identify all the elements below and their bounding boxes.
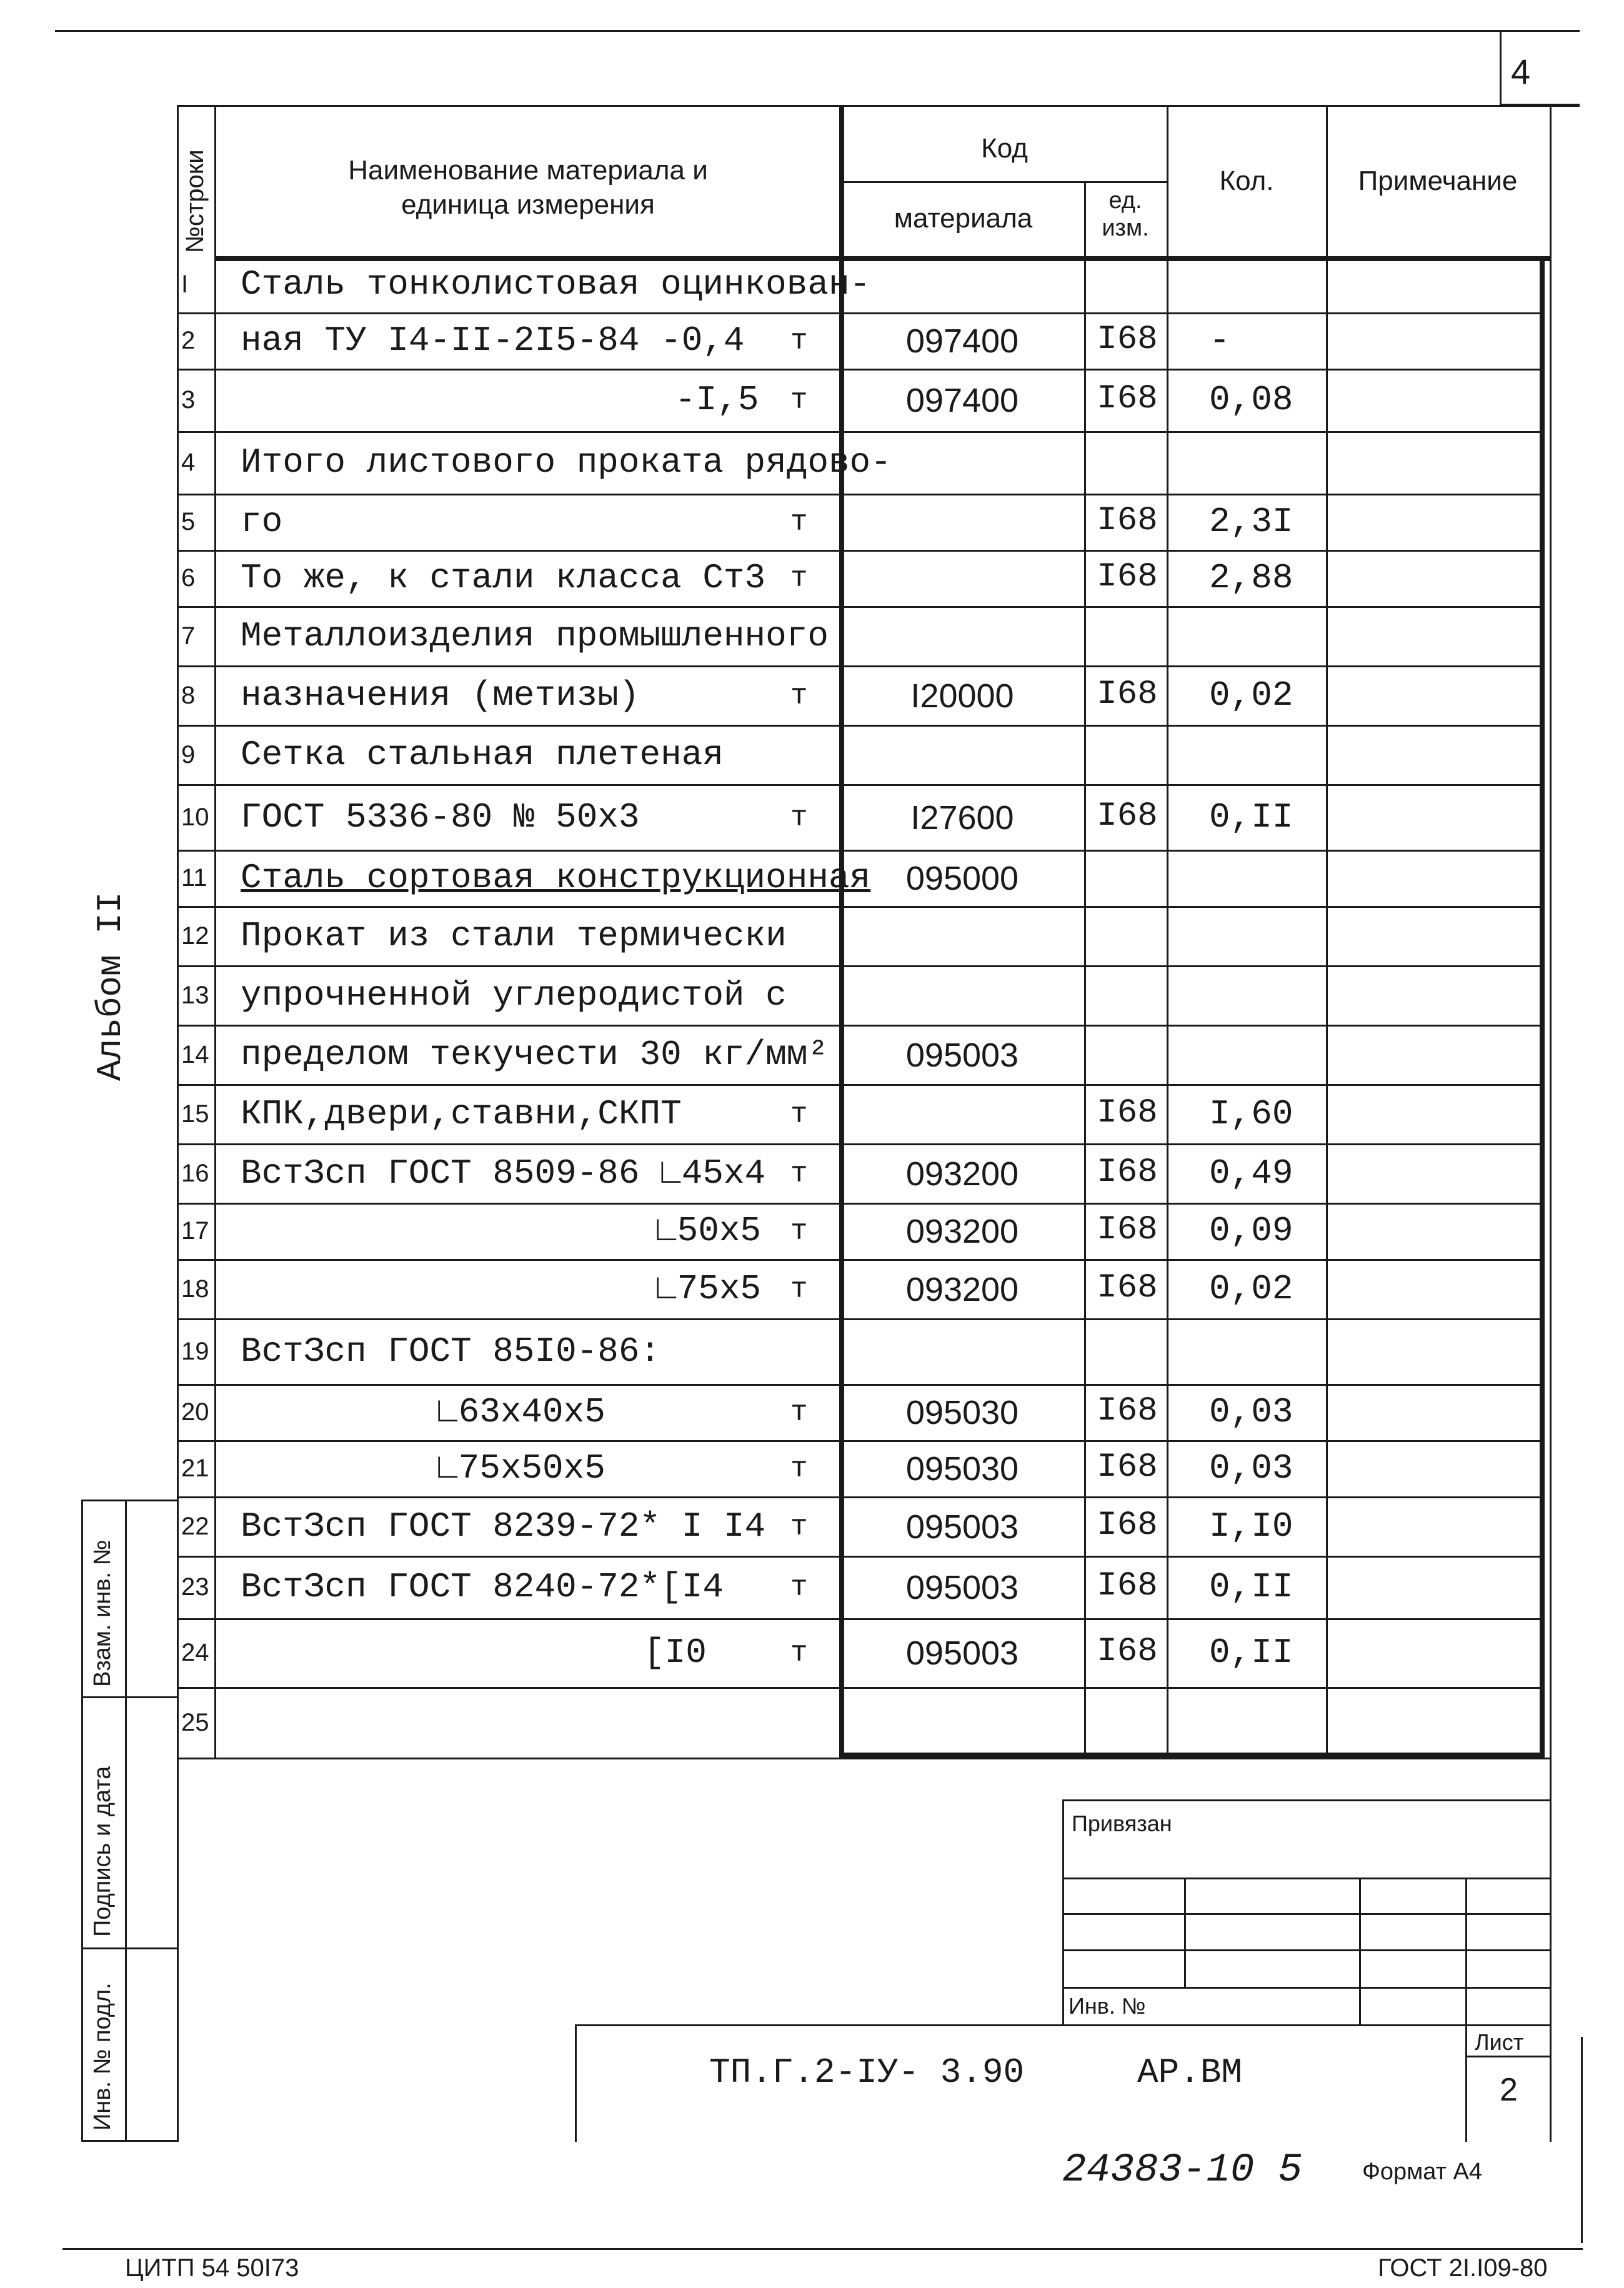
row-number: 16 xyxy=(181,1159,209,1187)
row-separator xyxy=(177,1384,1542,1386)
row-unit: т xyxy=(790,1215,808,1248)
row-unit: т xyxy=(790,679,808,712)
side-box-sep2 xyxy=(81,1947,177,1949)
row-quantity: 0,II xyxy=(1209,797,1293,837)
side-box-bottom xyxy=(81,2140,177,2142)
row-quantity: - xyxy=(1209,321,1230,361)
row-name: Прокат из стали термически xyxy=(241,915,787,956)
row-name: ∟75х5 xyxy=(656,1268,762,1309)
row-number: 19 xyxy=(181,1337,209,1365)
stamp-inv-no: Инв. № xyxy=(1069,1993,1146,2019)
row-separator xyxy=(177,1496,1542,1498)
side-vzam-inv: Взам. инв. № xyxy=(89,1539,116,1687)
row-separator xyxy=(177,1618,1542,1620)
stamp-grid-v2 xyxy=(1359,1878,1361,2024)
stamp-main-top xyxy=(575,2024,1552,2026)
stamp-doc-code: ТП.Г.2-IУ- 3.90 xyxy=(709,2052,1025,2092)
row-unit: т xyxy=(790,1098,808,1131)
row-separator xyxy=(177,1203,1542,1205)
row-separator xyxy=(177,1084,1542,1086)
stamp-privyazan-left xyxy=(1062,1799,1064,2024)
header-code-split xyxy=(839,181,1167,183)
row-number: 18 xyxy=(181,1275,209,1303)
row-unit-code: I68 xyxy=(1097,1153,1158,1191)
row-number: 11 xyxy=(181,864,207,892)
header-name-line2: единица измерения xyxy=(401,189,655,220)
row-unit-code: I68 xyxy=(1097,1268,1158,1307)
row-number: I xyxy=(181,271,189,298)
row-unit-code: I68 xyxy=(1097,1633,1158,1671)
row-name: упрочненной углеродистой с xyxy=(241,975,787,1015)
row-material-code: 095000 xyxy=(905,860,1019,897)
stamp-grid-v1 xyxy=(1184,1878,1186,1987)
row-separator xyxy=(177,550,1542,552)
header-qty: Кол. xyxy=(1219,166,1274,196)
row-number: 25 xyxy=(181,1708,209,1736)
row-material-code: 095003 xyxy=(905,1508,1019,1546)
header-bottom xyxy=(214,256,1550,261)
row-quantity: I,I0 xyxy=(1209,1506,1293,1546)
row-material-code: 095030 xyxy=(905,1450,1019,1488)
row-unit-code: I68 xyxy=(1097,1506,1158,1544)
row-unit-code: I68 xyxy=(1097,1093,1158,1132)
row-number: 8 xyxy=(181,681,196,709)
row-name: ВстЗсп ГОСТ 8240-72*[I4 xyxy=(241,1567,724,1607)
row-number: 23 xyxy=(181,1573,209,1601)
page-number-divider xyxy=(1500,30,1502,105)
side-box-top xyxy=(81,1500,177,1501)
footer-rule xyxy=(62,2248,1583,2250)
row-number: 12 xyxy=(181,922,209,950)
table-top-border xyxy=(177,105,1552,107)
row-name: ∟63х40х5 xyxy=(437,1392,605,1432)
row-unit: т xyxy=(790,1510,808,1543)
row-material-code: 095003 xyxy=(905,1634,1019,1672)
row-separator xyxy=(177,494,1542,495)
stamp-grid-h3 xyxy=(1062,1949,1552,1951)
row-number: 10 xyxy=(181,803,209,831)
row-name: Сталь тонколистовая оцинкован- xyxy=(241,264,871,304)
col-sep-qty xyxy=(1326,105,1328,1758)
row-unit-code: I68 xyxy=(1097,1392,1158,1430)
table-left-border xyxy=(177,105,179,2142)
row-material-code: 093200 xyxy=(905,1270,1019,1308)
row-material-code: 097400 xyxy=(905,382,1019,419)
row-separator xyxy=(177,1025,1542,1027)
row-unit-code: I68 xyxy=(1097,797,1158,835)
row-material-code: I27600 xyxy=(910,798,1014,837)
row-material-code: 093200 xyxy=(905,1155,1019,1193)
row-name: Сетка стальная плетеная xyxy=(241,734,724,775)
row-quantity: I,60 xyxy=(1209,1093,1293,1134)
row-unit-code: I68 xyxy=(1097,1211,1158,1249)
row-unit-code: I68 xyxy=(1097,675,1158,714)
row-unit: т xyxy=(790,1637,808,1669)
row-unit: т xyxy=(790,384,808,417)
row-unit: т xyxy=(790,1273,808,1306)
row-separator xyxy=(177,1318,1542,1320)
table-bottom-thick xyxy=(839,1753,1545,1758)
top-rule xyxy=(55,30,1580,32)
side-box-mid xyxy=(125,1500,127,2142)
row-unit: т xyxy=(790,562,808,595)
row-separator xyxy=(177,725,1542,727)
row-name: ВстЗсп ГОСТ 8509-86 ∟45х4 xyxy=(241,1153,766,1193)
side-podpis-data: Подпись и дата xyxy=(89,1766,116,1937)
row-separator xyxy=(177,1259,1542,1261)
side-box-sep1 xyxy=(81,1696,177,1698)
row-material-code: 095003 xyxy=(905,1569,1019,1606)
row-unit: т xyxy=(790,325,808,357)
row-name: го xyxy=(241,502,283,542)
row-separator xyxy=(177,784,1542,786)
footer-left: ЦИТП 54 50I73 xyxy=(125,2254,299,2282)
header-name-line1: Наименование материала и xyxy=(348,155,708,186)
stamp-list-left xyxy=(1465,2024,1467,2142)
row-name: ГОСТ 5336-80 № 50х3 xyxy=(241,797,640,837)
right-margin-line xyxy=(1581,2037,1583,2243)
row-name: пределом текучести 30 кг/мм² xyxy=(241,1034,829,1075)
row-material-code: I20000 xyxy=(910,677,1014,715)
row-separator xyxy=(177,1440,1542,1442)
row-name: -I,5 xyxy=(675,380,759,420)
row-unit: т xyxy=(790,1157,808,1190)
stamp-privyazan-top xyxy=(1062,1799,1552,1801)
row-name: ВстЗсп ГОСТ 85I0-86: xyxy=(241,1331,661,1371)
table-right-border xyxy=(1550,105,1552,2142)
stamp-grid-v3 xyxy=(1465,1878,1467,2024)
row-name: Итого листового проката рядово- xyxy=(241,442,892,482)
row-name: ∟50х5 xyxy=(656,1211,762,1251)
row-separator xyxy=(177,965,1542,967)
header-material: материала xyxy=(894,203,1033,234)
row-unit: т xyxy=(790,1453,808,1485)
row-number: 20 xyxy=(181,1398,209,1426)
header-row-no: №строки xyxy=(181,149,209,253)
album-label: Альбом II xyxy=(91,892,131,1081)
format-label: Формат А4 xyxy=(1362,2159,1483,2185)
stamp-list-no: 2 xyxy=(1500,2072,1518,2108)
row-name: [I0 xyxy=(644,1633,707,1673)
row-quantity: 0,II xyxy=(1209,1567,1293,1607)
row-name: То же, к стали класса Ст3 xyxy=(241,558,766,598)
row-quantity: 0,03 xyxy=(1209,1392,1293,1432)
row-number: 2 xyxy=(181,327,196,354)
row-quantity: 0,02 xyxy=(1209,1268,1293,1309)
row-number: 3 xyxy=(181,386,196,414)
stamp-privyazan: Привязан xyxy=(1072,1811,1172,1836)
footer-right: ГОСТ 2I.I09-80 xyxy=(1378,2254,1548,2282)
header-code: Код xyxy=(981,133,1028,164)
row-number: 7 xyxy=(181,622,196,650)
stamp-grid-h2 xyxy=(1062,1913,1552,1915)
row-unit-code: I68 xyxy=(1097,1448,1158,1486)
row-unit: т xyxy=(790,506,808,539)
col-sep-rownum xyxy=(214,105,216,1758)
header-note: Примечание xyxy=(1358,166,1518,196)
handwritten-inv-no: 24383-10 5 xyxy=(1062,2148,1303,2193)
row-quantity: 2,88 xyxy=(1209,558,1293,598)
side-box-left xyxy=(81,1500,83,2142)
row-separator xyxy=(177,431,1542,433)
row-number: 5 xyxy=(181,508,196,535)
row-number: 22 xyxy=(181,1512,209,1540)
row-unit: т xyxy=(790,1571,808,1604)
side-inv-podl: Инв. № подл. xyxy=(89,1982,116,2131)
row-separator xyxy=(177,1556,1542,1558)
row-number: 21 xyxy=(181,1455,209,1482)
row-separator xyxy=(177,665,1542,667)
row-quantity: 0,II xyxy=(1209,1633,1293,1673)
row-material-code: 093200 xyxy=(905,1213,1019,1250)
col-sep-right-thick xyxy=(1540,256,1545,1758)
stamp-grid-h4 xyxy=(1062,1987,1552,1989)
row-separator xyxy=(177,606,1542,608)
row-material-code: 097400 xyxy=(905,322,1019,360)
row-separator xyxy=(177,850,1542,852)
row-number: 24 xyxy=(181,1639,209,1666)
page-number: 4 xyxy=(1511,52,1531,91)
row-number: 14 xyxy=(181,1040,209,1068)
header-unit-line2: изм. xyxy=(1102,215,1149,241)
row-name: ВстЗсп ГОСТ 8239-72* I I4 xyxy=(241,1506,766,1546)
row-unit-code: I68 xyxy=(1097,558,1158,596)
row-number: 6 xyxy=(181,564,196,592)
row-unit-code: I68 xyxy=(1097,380,1158,418)
row-material-code: 095003 xyxy=(905,1036,1019,1074)
header-unit-line1: ед. xyxy=(1108,187,1142,214)
row-material-code: 095030 xyxy=(905,1394,1019,1431)
stamp-doc-mark: АР.ВМ xyxy=(1137,2052,1243,2092)
row-name: Сталь сортовая конструкционная xyxy=(241,858,871,898)
row-quantity: 2,3I xyxy=(1209,502,1293,542)
row-unit-code: I68 xyxy=(1097,502,1158,540)
row-quantity: 0,08 xyxy=(1209,380,1293,420)
row-number: 17 xyxy=(181,1217,209,1245)
row-separator xyxy=(177,369,1542,371)
row-separator xyxy=(177,312,1542,314)
row-name: ная ТУ I4-II-2I5-84 -0,4 xyxy=(241,321,745,361)
row-number: 4 xyxy=(181,449,196,476)
row-separator xyxy=(177,1143,1542,1145)
row-name: КПК,двери,ставни,СКПТ xyxy=(241,1093,682,1134)
row-name: ∟75х50х5 xyxy=(437,1448,605,1488)
table-bottom xyxy=(177,1758,1552,1759)
row-number: 9 xyxy=(181,740,196,768)
row-number: 15 xyxy=(181,1100,209,1128)
row-quantity: 0,09 xyxy=(1209,1211,1293,1251)
row-unit-code: I68 xyxy=(1097,321,1158,359)
row-name: назначения (метизы) xyxy=(241,675,640,715)
row-separator xyxy=(177,1687,1542,1689)
row-unit: т xyxy=(790,1396,808,1429)
col-sep-code xyxy=(1084,181,1086,1758)
stamp-grid-h1 xyxy=(1062,1878,1552,1879)
stamp-list-label: Лист xyxy=(1475,2029,1524,2055)
row-quantity: 0,03 xyxy=(1209,1448,1293,1488)
row-name: Металлоизделия промышленного xyxy=(241,615,829,656)
row-separator xyxy=(177,906,1542,908)
row-number: 13 xyxy=(181,981,209,1009)
row-unit: т xyxy=(790,801,808,834)
stamp-main-left xyxy=(575,2024,577,2142)
row-unit-code: I68 xyxy=(1097,1567,1158,1605)
row-quantity: 0,02 xyxy=(1209,675,1293,715)
row-quantity: 0,49 xyxy=(1209,1153,1293,1193)
stamp-list-sep xyxy=(1465,2056,1552,2057)
